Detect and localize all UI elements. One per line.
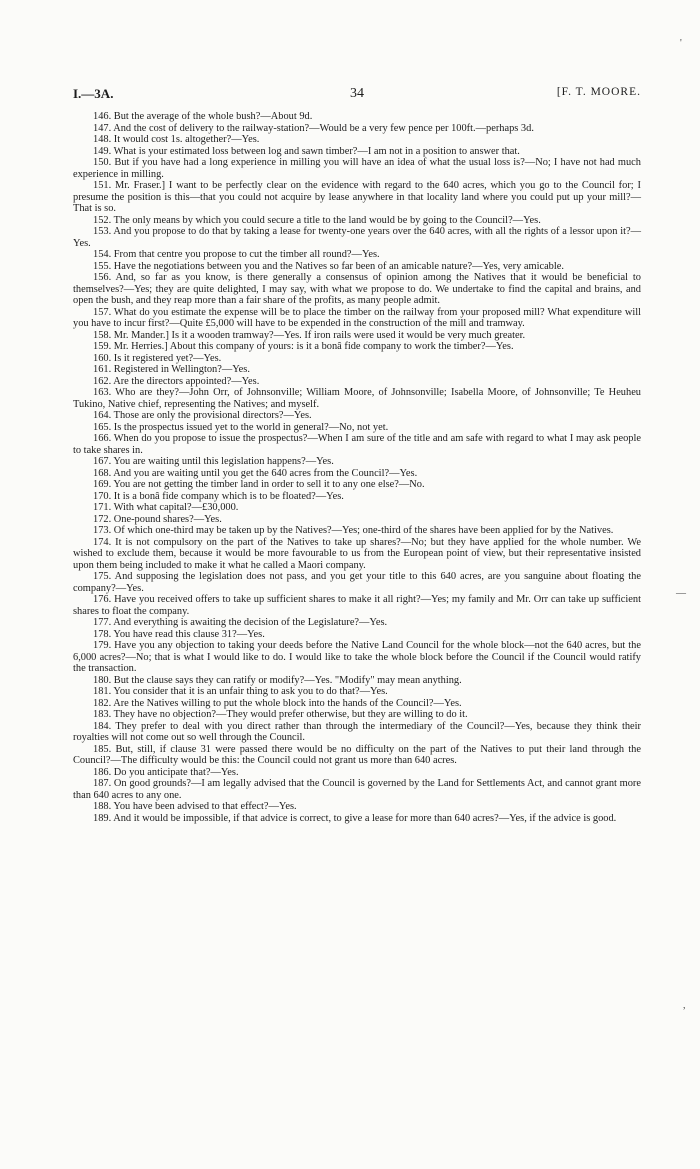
evidence-paragraph: 163. Who are they?—John Orr, of Johnsonville; William Moore, of Johnsonville; Isabella Moore, of Johnsonville; Te Heuheu Tukino, Native chief, representing the Natives; and myself.	[73, 387, 641, 410]
evidence-paragraph: 168. And you are waiting until you get the 640 acres from the Council?—Yes.	[93, 467, 418, 479]
margin-mark-icon: '	[680, 38, 682, 49]
evidence-paragraph: 156. And, so far as you know, is there generally a consensus of opinion among the Natives that it would be beneficial to themselves?—Yes; they are quite delighted, I may say, with what we propose to do. We undertake to find the capital and brains, and open the bush, and they reap more than a fair share of the profits, as many people admit.	[73, 272, 641, 306]
evidence-paragraph: 149. What is your estimated loss between log and sawn timber?—I am not in a position to answer that.	[93, 145, 520, 157]
evidence-paragraph: 175. And supposing the legislation does not pass, and you get your title to this 640 acres, are you sanguine about floating the company?—Yes.	[73, 571, 641, 594]
witness-name: [F. T. MOORE.	[556, 86, 641, 98]
evidence-paragraph: 154. From that centre you propose to cut the timber all round?—Yes.	[93, 249, 380, 260]
evidence-paragraph: 169. You are not getting the timber land in order to sell it to any one else?—No.	[93, 479, 425, 490]
evidence-paragraph: 147. And the cost of delivery to the railway-station?—Would be a very few pence per 100ft.—perhaps 3d.	[93, 122, 534, 134]
evidence-paragraph: 187. On good grounds?—I am legally advised that the Council is governed by the Land for Settlements Act, and cannot grant more than 640 acres to any one.	[73, 778, 641, 801]
evidence-paragraph: 164. Those are only the provisional directors?—Yes.	[93, 410, 312, 421]
evidence-paragraph: 153. And you propose to do that by taking a lease for twenty-one years over the 640 acres, with all the rights of a lessor upon it?—Yes.	[73, 226, 641, 249]
evidence-paragraph: 159. Mr. Herries.] About this company of yours: is it a bonâ fide company to work the timber?—Yes.	[93, 341, 514, 352]
evidence-body	[73, 111, 641, 824]
evidence-paragraph: 150. But if you have had a long experience in milling you will have an idea of what the usual loss is?—No; I have not had much experience in milling.	[73, 157, 641, 180]
page-number: 34	[350, 86, 364, 101]
evidence-paragraph: 178. You have read this clause 31?—Yes.	[93, 628, 265, 640]
evidence-paragraph: 184. They prefer to deal with you direct rather than through the intermediary of the Council?—Yes, because they think their royalties will not come out so well through the Council.	[73, 720, 641, 743]
evidence-paragraph: 162. Are the directors appointed?—Yes.	[93, 375, 260, 387]
evidence-paragraph: 160. Is it registered yet?—Yes.	[93, 352, 222, 364]
evidence-paragraph: 146. But the average of the whole bush?—About 9d.	[93, 111, 313, 122]
evidence-paragraph: 176. Have you received offers to take up sufficient shares to make it all right?—Yes; my family and Mr. Orr can take up sufficient shares to float the company.	[73, 594, 641, 617]
evidence-paragraph: 167. You are waiting until this legislation happens?—Yes.	[93, 456, 334, 467]
evidence-paragraph: 155. Have the negotiations between you and the Natives so far been of an amicable nature?—Yes, very amicable.	[93, 260, 564, 272]
evidence-paragraph: 181. You consider that it is an unfair thing to ask you to do that?—Yes.	[93, 686, 388, 697]
evidence-paragraph: 151. Mr. Fraser.] I want to be perfectly clear on the evidence with regard to the 640 acres, which you go to the Council for; I presume the position is this—that you could not acquire by lease anywhere in that locality land where you could put up your mill?—That is so.	[73, 180, 641, 214]
evidence-paragraph: 179. Have you any objection to taking your deeds before the Native Land Council for the whole block—not the 640 acres, but the 6,000 acres?—No; that is what I would like to do. I would like to take the whole block before the Council if the Council would ratify the transaction.	[73, 640, 641, 674]
evidence-paragraph: 182. Are the Natives willing to put the whole block into the hands of the Council?—Yes.	[93, 697, 462, 709]
evidence-paragraph: 157. What do you estimate the expense will be to place the timber on the railway from your proposed mill? What expenditure will you have to incur first?—Quite £5,000 will have to be expended in the construction of the mill and tramway.	[73, 306, 641, 329]
evidence-paragraph: 148. It would cost 1s. altogether?—Yes.	[93, 134, 260, 145]
evidence-paragraph: 177. And everything is awaiting the decision of the Legislature?—Yes.	[93, 617, 388, 628]
page-header	[73, 86, 641, 102]
evidence-paragraph: 171. With what capital?—£30,000.	[93, 502, 239, 513]
evidence-paragraph: 189. And it would be impossible, if that advice is correct, to give a lease for more than 640 acres?—Yes, if the advice is good.	[93, 812, 617, 824]
evidence-paragraph: 180. But the clause says they can ratify or modify?—Yes. "Modify" may mean anything.	[93, 674, 462, 686]
margin-dash-icon: —	[676, 588, 686, 599]
paper-reference: I.—3A.	[73, 86, 114, 101]
margin-tick-icon: ,	[683, 1000, 686, 1011]
evidence-paragraph: 161. Registered in Wellington?—Yes.	[93, 364, 250, 375]
evidence-paragraph: 183. They have no objection?—They would prefer otherwise, but they are willing to do it.	[93, 709, 468, 720]
evidence-paragraph: 185. But, still, if clause 31 were passed there would be no difficulty on the part of the Natives to put their land through the Council?—The difficulty would be this: the Council could not grant us more than 640 acres.	[73, 743, 641, 766]
evidence-paragraph: 188. You have been advised to that effect?—Yes.	[93, 801, 297, 812]
evidence-paragraph: 173. Of which one-third may be taken up by the Natives?—Yes; one-third of the shares have been applied for by the Natives.	[93, 525, 614, 536]
evidence-paragraph: 172. One-pound shares?—Yes.	[93, 513, 222, 525]
evidence-paragraph: 186. Do you anticipate that?—Yes.	[93, 766, 239, 778]
evidence-paragraph: 170. It is a bonâ fide company which is to be floated?—Yes.	[93, 490, 344, 502]
evidence-paragraph: 165. Is the prospectus issued yet to the world in general?—No, not yet.	[93, 421, 389, 433]
evidence-paragraph: 174. It is not compulsory on the part of the Natives to take up shares?—No; but they have applied for the whole number. We wished to exclude them, because it would be more favourable to us from the European point of view, but their representative insisted upon them being included to make it what he called a Maori company.	[73, 536, 641, 571]
evidence-paragraph: 152. The only means by which you could secure a title to the land would be by going to the Council?—Yes.	[93, 214, 541, 226]
evidence-paragraph: 158. Mr. Mander.] Is it a wooden tramway?—Yes. If iron rails were used it would be very much greater.	[93, 329, 526, 341]
evidence-paragraph: 166. When do you propose to issue the prospectus?—When I am sure of the title and am safe with regard to what I may ask people to take shares in.	[73, 433, 641, 456]
